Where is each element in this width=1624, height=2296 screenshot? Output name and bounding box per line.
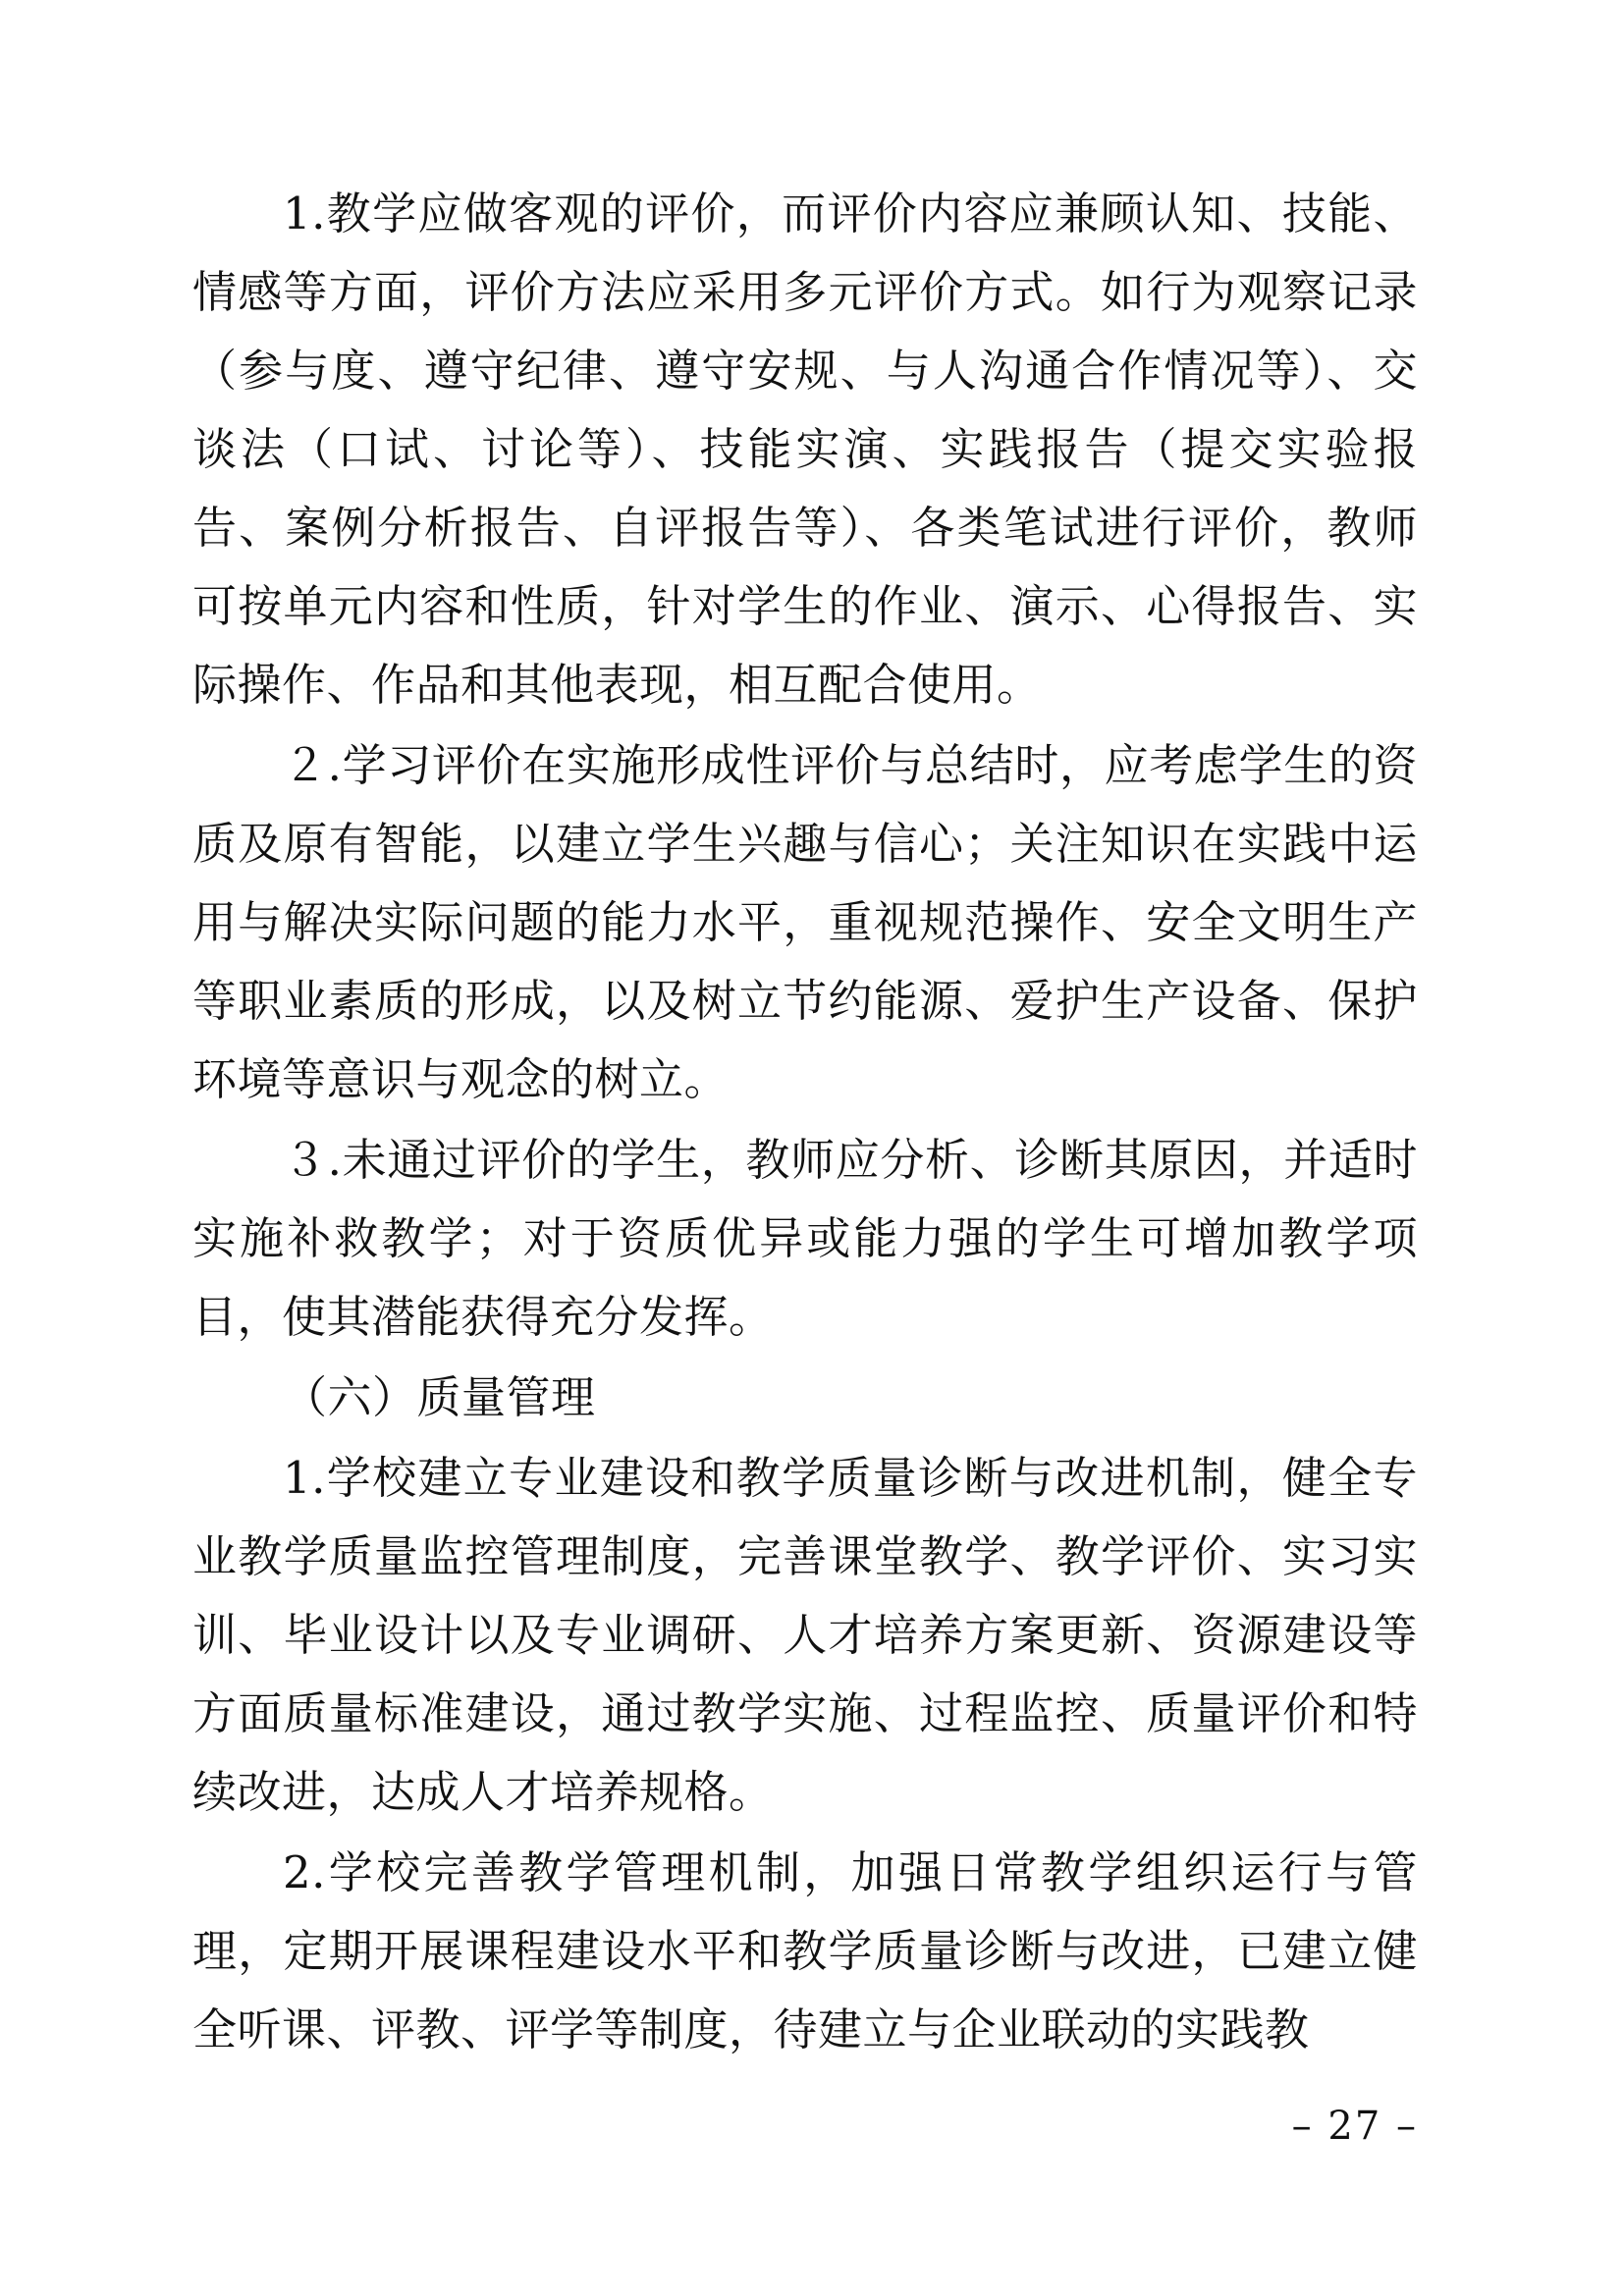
paragraph-3: ３.未通过评价的学生，教师应分析、诊断其原因，并适时实施补救教学；对于资质优异或能力强的学生可增加教学项目，使其潜能获得充分发挥。 <box>192 1134 1418 1343</box>
page-body <box>192 175 1418 2069</box>
page-number: – 27 – <box>1291 2104 1418 2149</box>
paragraph-5: 2.学校完善教学管理机制，加强日常教学组织运行与管理，定期开展课程建设水平和教学质量诊断与改进，已建立健全听课、评教、评学等制度，待建立与企业联动的实践教 <box>192 1846 1418 2056</box>
paragraph-2: ２.学习评价在实施形成性评价与总结时，应考虑学生的资质及原有智能，以建立学生兴趣与信心；关注知识在实践中运用与解决实际问题的能力水平，重视规范操作、安全文明生产等职业素质的形成，以及树立节约能源、爱护生产设备、保护环境等意识与观念的树立。 <box>192 739 1418 1105</box>
paragraph-4: 1.学校建立专业建设和教学质量诊断与改进机制，健全专业教学质量监控管理制度，完善课堂教学、教学评价、实习实训、毕业设计以及专业调研、人才培养方案更新、资源建设等方面质量标准建设，通过教学实施、过程监控、质量评价和特续改进，达成人才培养规格。 <box>192 1452 1418 1818</box>
section-heading-quality-management: （六）质量管理 <box>283 1371 596 1423</box>
paragraph-1: 1.教学应做客观的评价，而评价内容应兼顾认知、技能、情感等方面，评价方法应采用多元评价方式。如行为观察记录（参与度、遵守纪律、遵守安规、与人沟通合作情况等）、交谈法（口试、讨论等）、技能实演、实践报告（提交实验报告、案例分析报告、自评报告等）、各类笔试进行评价，教师可按单元内容和性质，针对学生的作业、演示、心得报告、实际操作、作品和其他表现，相互配合使用。 <box>192 187 1418 711</box>
